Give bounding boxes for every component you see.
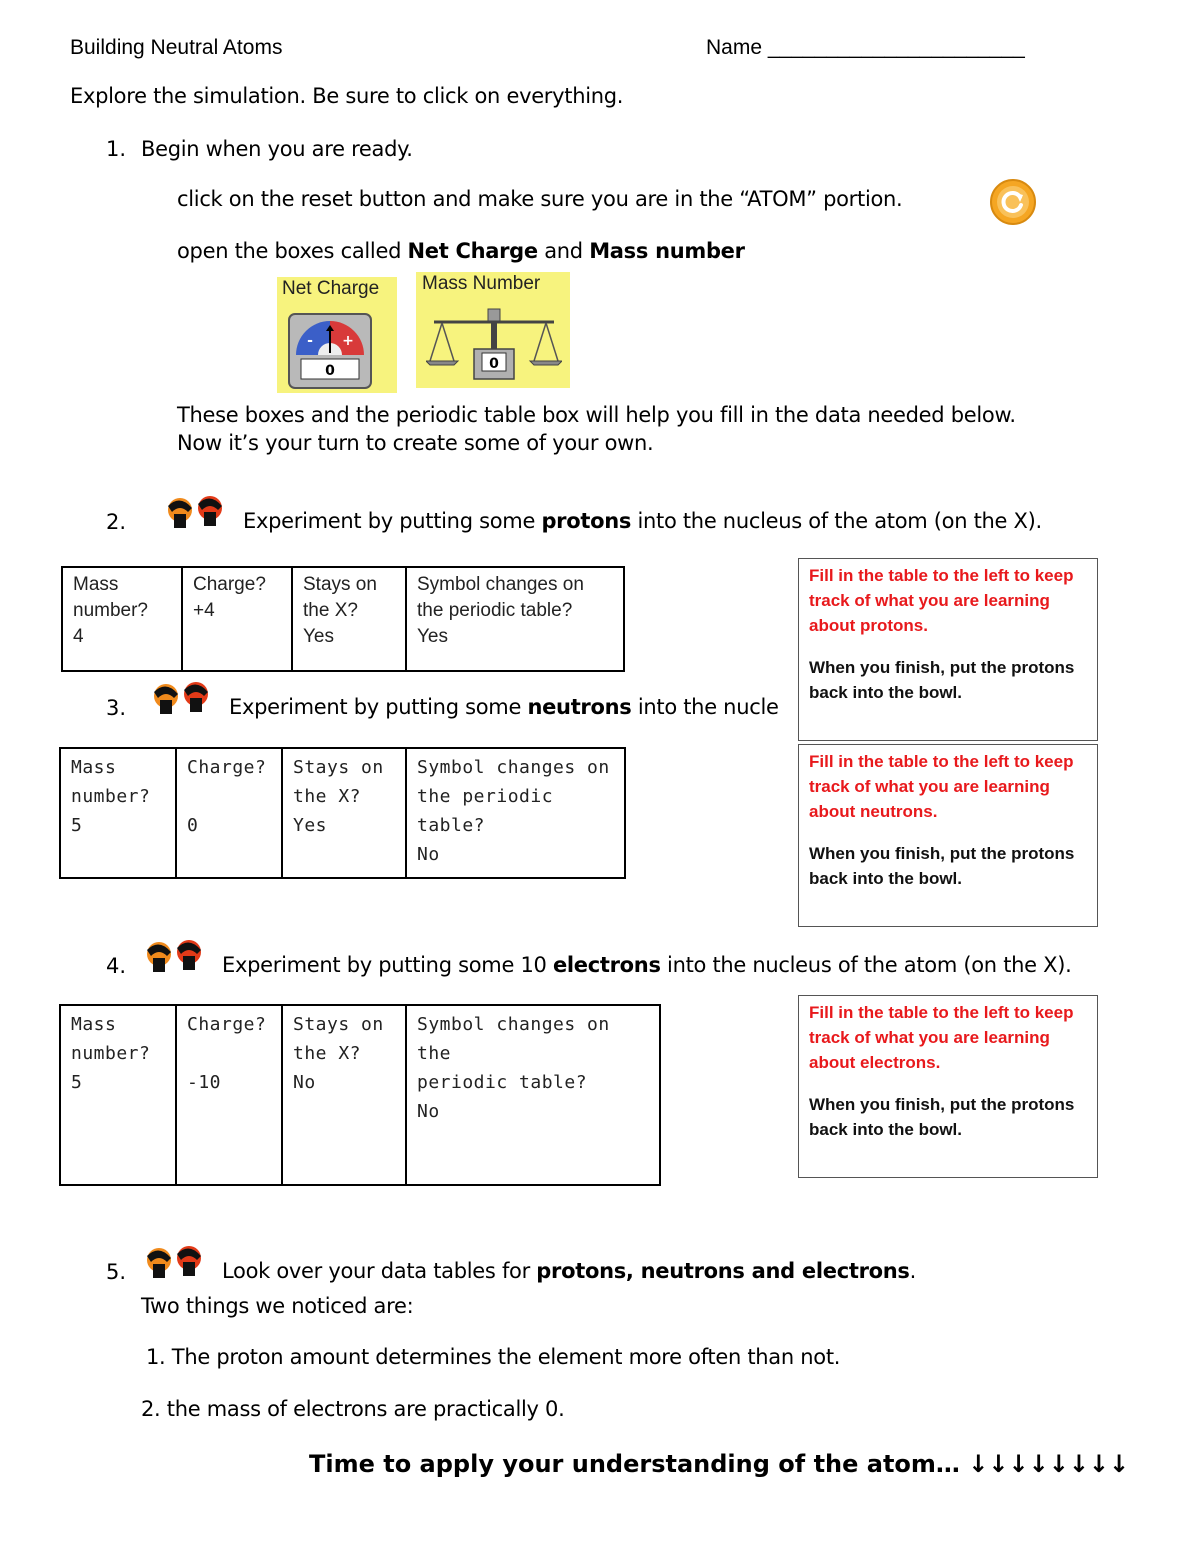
intro-text: Explore the simulation. Be sure to click on everything.	[70, 84, 624, 108]
table-cell: Charge? -10	[176, 1005, 282, 1185]
neutrons-note-box	[798, 744, 1098, 927]
step5-line2: Two things we noticed are:	[141, 1294, 414, 1318]
table-cell: Stays on the X? No	[282, 1005, 406, 1185]
protons-note-box	[798, 558, 1098, 741]
step2-number: 2.	[106, 510, 127, 534]
step1-after-line2: Now it’s your turn to create some of your own.	[177, 431, 654, 455]
electrons-note-red: Fill in the table to the left to keep track of what you are learning about electrons.	[809, 1003, 1074, 1072]
charge-meter-icon	[288, 313, 372, 389]
two-heads-icon	[166, 496, 226, 532]
net-charge-widget	[277, 277, 397, 393]
net-charge-plus-sign: +	[342, 333, 354, 349]
step4-number: 4.	[106, 954, 127, 978]
closing-line: Time to apply your understanding of the atom… ↓↓↓↓↓↓↓↓	[309, 1450, 1130, 1478]
electrons-note-box	[798, 995, 1098, 1178]
protons-note-red: Fill in the table to the left to keep track of what you are learning about protons.	[809, 566, 1074, 635]
protons-table	[61, 566, 625, 672]
table-cell: Mass number? 5	[60, 748, 176, 878]
net-charge-minus-sign: -	[307, 333, 313, 349]
step2-instruction: Experiment by putting some protons into the nucleus of the atom (on the X).	[243, 509, 1042, 533]
table-cell: Symbol changes on the periodic table? No	[406, 1005, 660, 1185]
step1-text: Begin when you are ready.	[141, 137, 413, 161]
step5-answer1[interactable]: 1. The proton amount determines the element more often than not.	[146, 1345, 841, 1369]
table-cell: Mass number? 4	[62, 567, 182, 671]
table-cell: Charge? 0	[176, 748, 282, 878]
step1-reset-instruction: click on the reset button and make sure you are in the “ATOM” portion.	[177, 187, 903, 211]
two-heads-icon	[145, 1246, 205, 1282]
table-row	[60, 748, 625, 878]
table-cell: Charge? +4	[182, 567, 292, 671]
electrons-note-black: When you finish, put the protons back into the bowl.	[809, 1095, 1075, 1139]
reset-icon[interactable]	[988, 177, 1038, 227]
step1-open-boxes-instruction: open the boxes called Net Charge and Mass number	[177, 239, 745, 263]
neutrons-note-red: Fill in the table to the left to keep track of what you are learning about neutrons.	[809, 752, 1074, 821]
step5-answer2[interactable]: 2. the mass of electrons are practically 0.	[141, 1397, 565, 1421]
two-heads-icon	[152, 682, 212, 718]
table-cell: Stays on the X? Yes	[282, 748, 406, 878]
mass-number-value: 0	[489, 356, 499, 372]
mass-number-widget	[416, 272, 570, 388]
table-row	[60, 1005, 660, 1185]
neutrons-table	[59, 747, 626, 879]
step1-after-line1: These boxes and the periodic table box will help you fill in the data needed below.	[177, 403, 1016, 427]
electrons-table	[59, 1004, 661, 1186]
step4-instruction: Experiment by putting some 10 electrons into the nucleus of the atom (on the X).	[222, 953, 1072, 977]
step5-number: 5.	[106, 1260, 127, 1284]
step1-number: 1.	[106, 137, 127, 161]
step5-instruction: Look over your data tables for protons, neutrons and electrons.	[222, 1259, 917, 1283]
mass-number-title: Mass Number	[422, 273, 541, 294]
table-row	[62, 567, 624, 671]
step3-instruction: Experiment by putting some neutrons into the nucle	[229, 695, 779, 719]
two-heads-icon	[145, 940, 205, 976]
net-charge-value: 0	[325, 363, 335, 379]
name-field[interactable]: Name ______________________	[706, 36, 1025, 59]
step3-number: 3.	[106, 696, 127, 720]
net-charge-title: Net Charge	[282, 278, 380, 299]
table-cell: Symbol changes on the periodic table? No	[406, 748, 625, 878]
table-cell: Symbol changes on the periodic table? Yes	[406, 567, 624, 671]
table-cell: Mass number? 5	[60, 1005, 176, 1185]
page-title: Building Neutral Atoms	[70, 36, 283, 59]
neutrons-note-black: When you finish, put the protons back into the bowl.	[809, 844, 1075, 888]
balance-scale-icon	[426, 305, 562, 381]
protons-note-black: When you finish, put the protons back into the bowl.	[809, 658, 1075, 702]
table-cell: Stays on the X? Yes	[292, 567, 406, 671]
